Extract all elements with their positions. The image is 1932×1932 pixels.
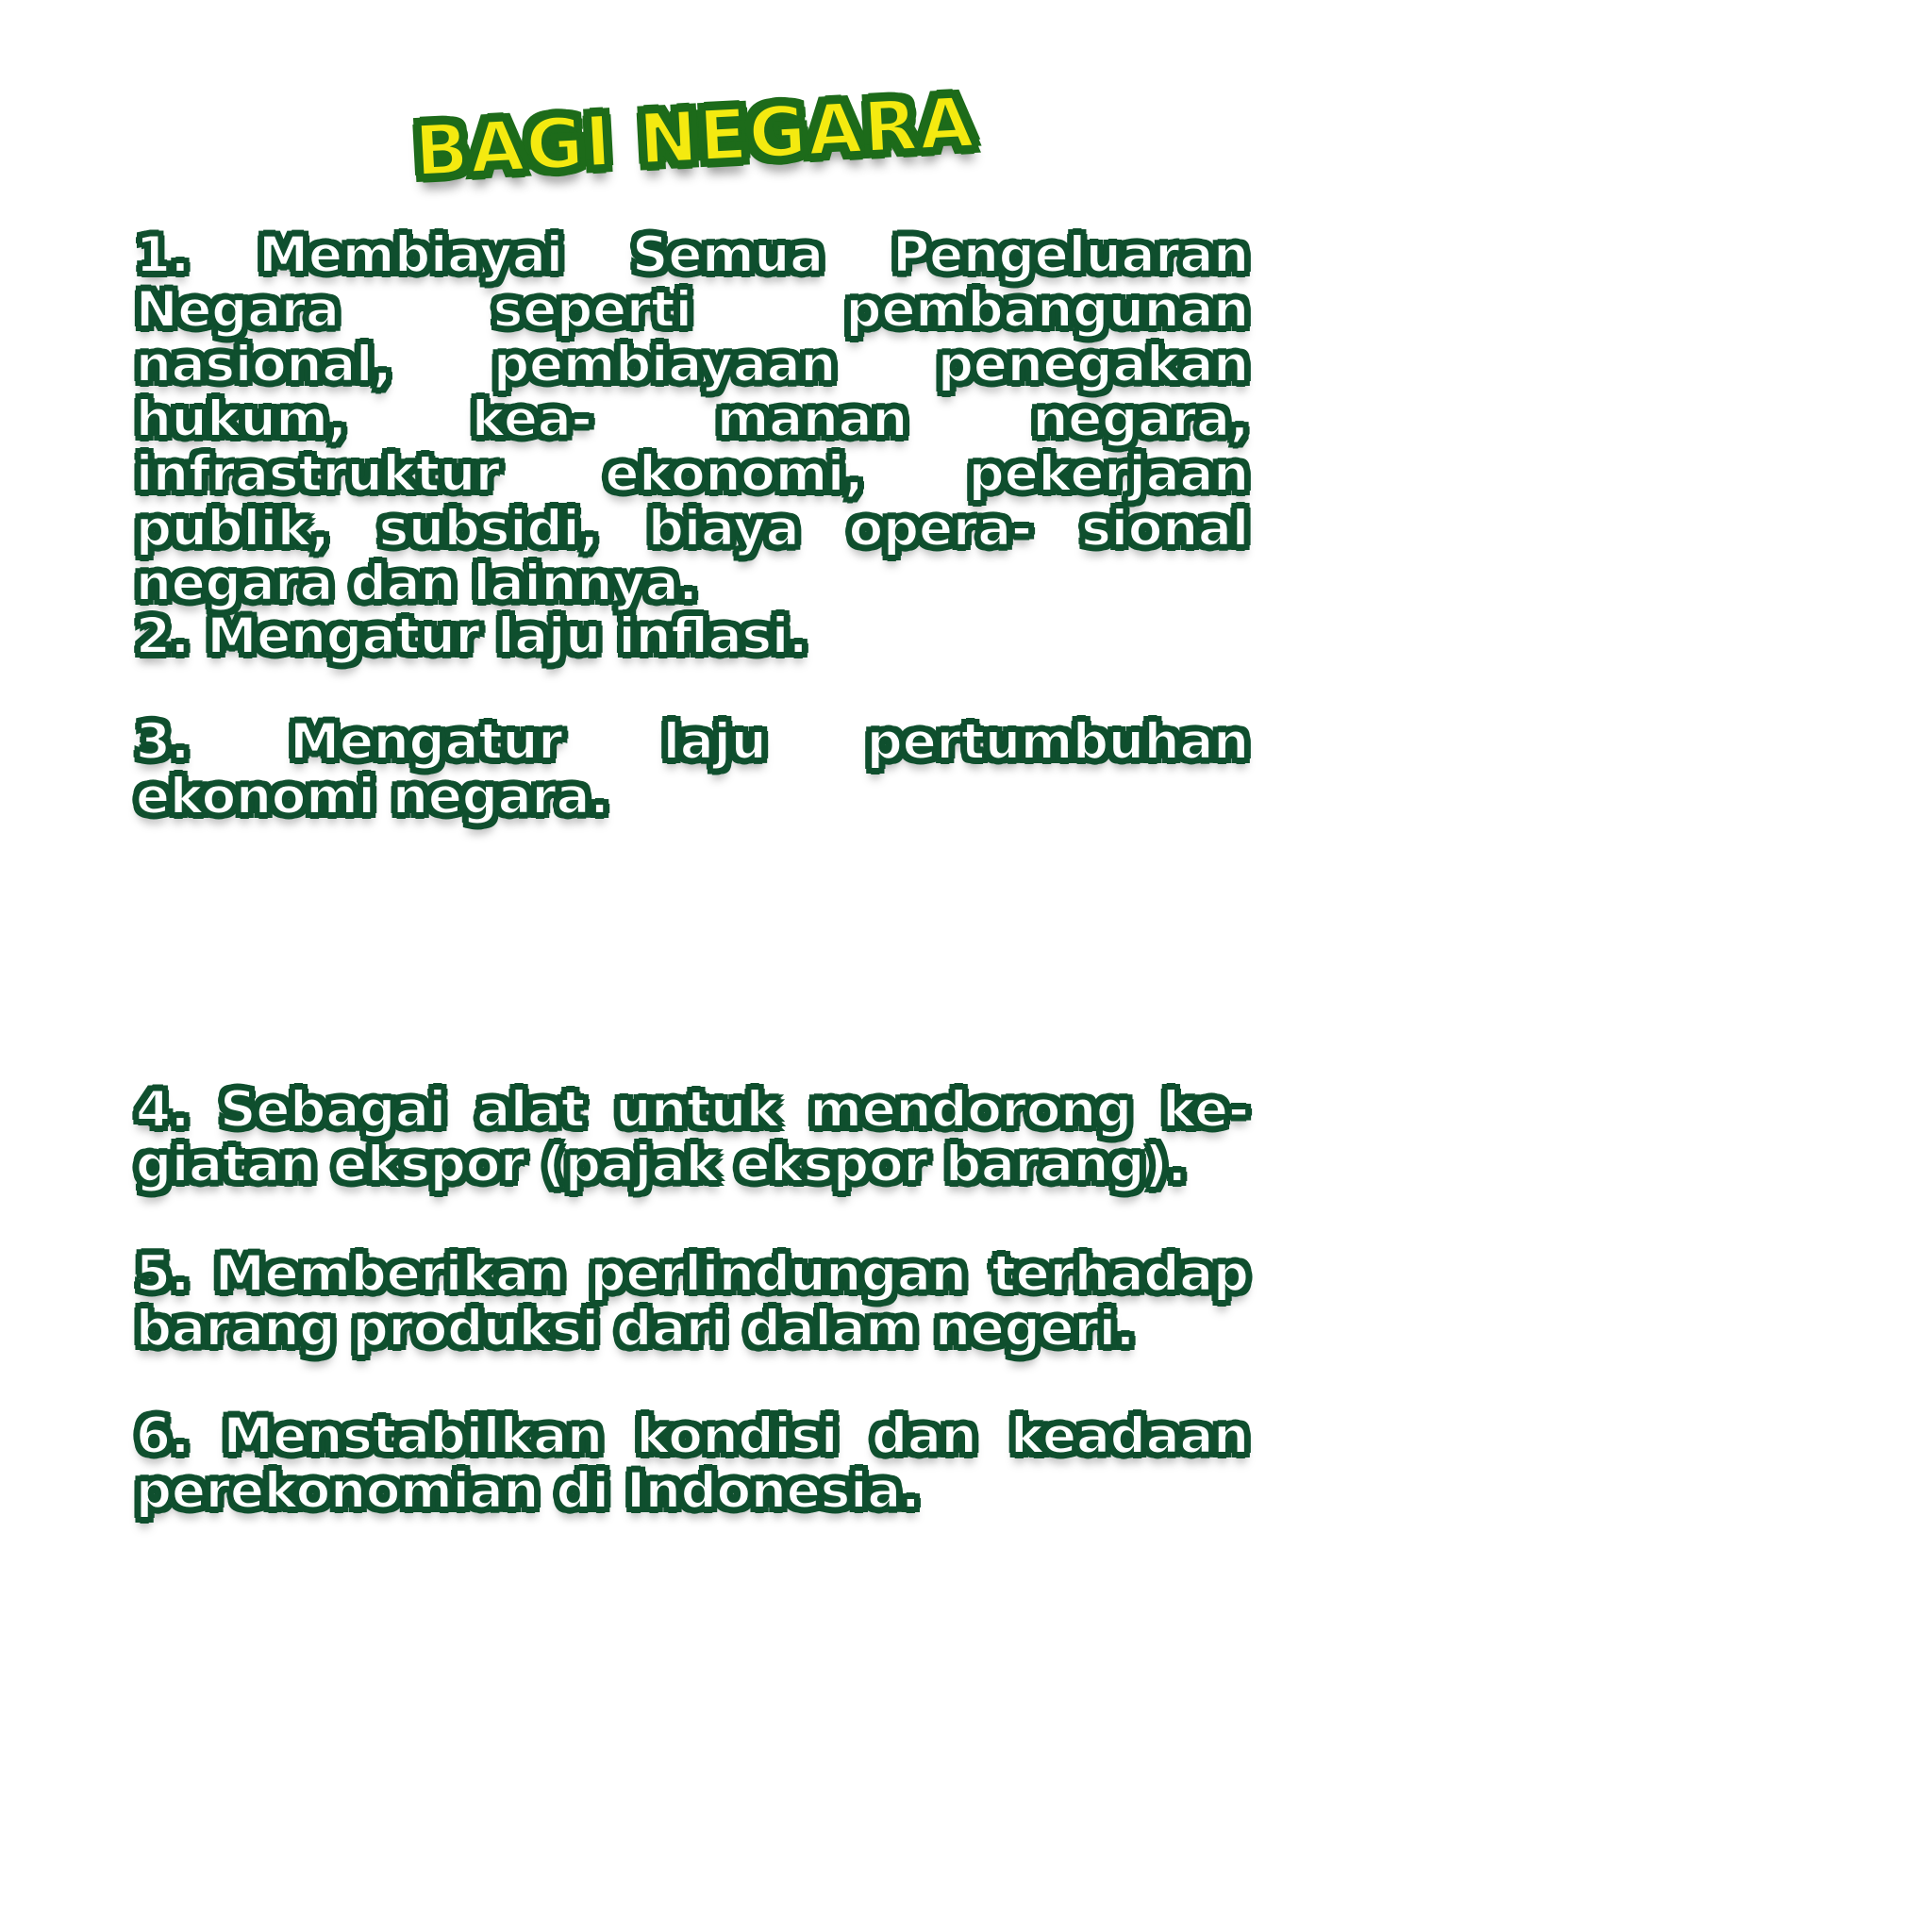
list-item-1: 1. Membiayai Semua Pengeluaran Negara seperti pembangunan nasional, pembiayaan penegakan hukum, kea- manan negara, infrastruktur ekonomi, pekerjaan publik, subsidi, biaya opera- sional negara dan lainnya.	[136, 226, 1249, 612]
list-item-5: 5. Memberikan perlindungan terhadap barang produksi dari dalam negeri.	[136, 1245, 1249, 1357]
list-item-6: 6. Menstabilkan kondisi dan keadaan perekonomian di Indonesia.	[136, 1407, 1249, 1520]
list-item-4: 4. Sebagai alat untuk mendorong ke- giatan ekspor (pajak ekspor barang).	[136, 1081, 1249, 1193]
page-title: BAGI NEGARA	[412, 81, 977, 192]
list-item-3: 3. Mengatur laju pertumbuhan ekonomi negara.	[136, 713, 1249, 825]
list-item-2: 2. Mengatur laju inflasi.	[136, 608, 808, 665]
